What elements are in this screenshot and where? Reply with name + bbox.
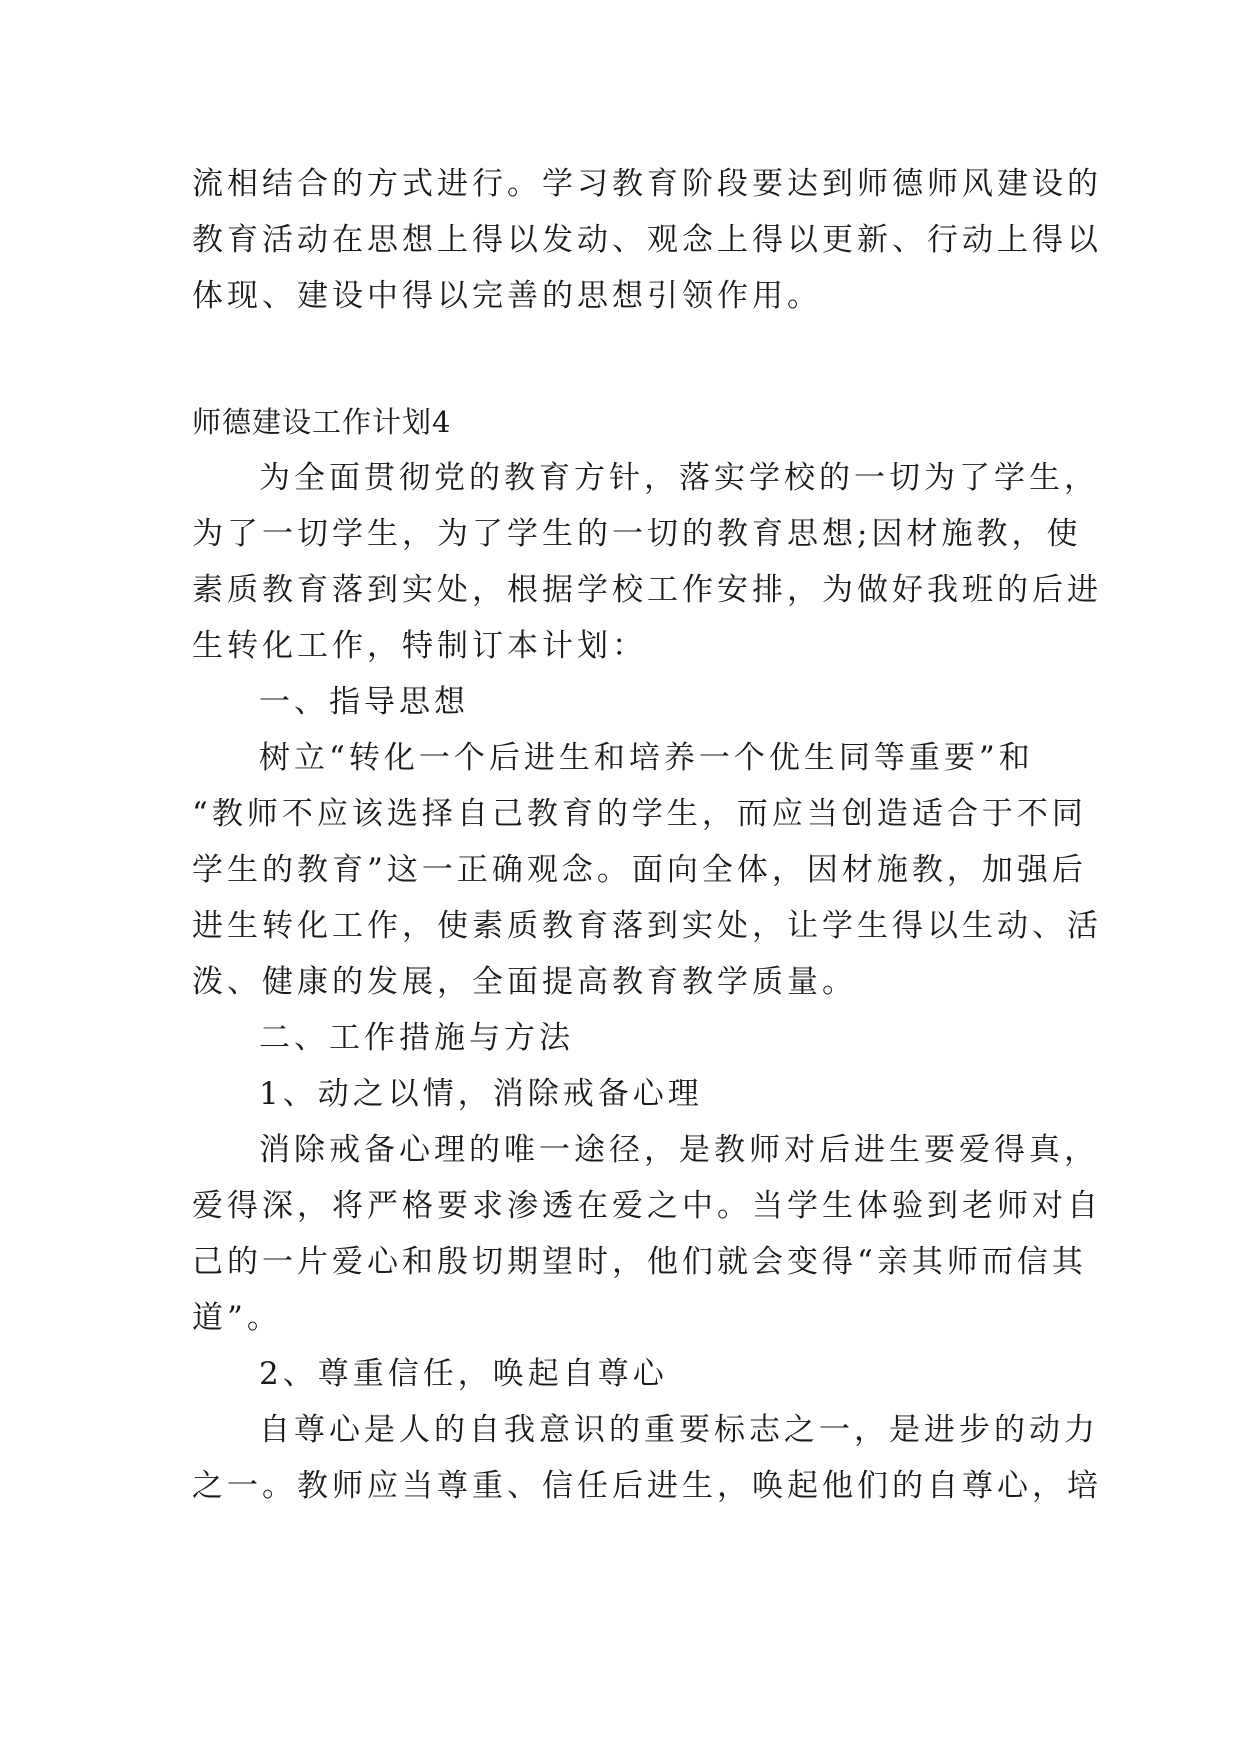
paragraph-line: 素质教育落到实处，根据学校工作安排，为做好我班的后进 [192, 572, 1102, 608]
paragraph-line: 己的一片爱心和殷切期望时，他们就会变得“亲其师而信其 [192, 1244, 1087, 1280]
paragraph-line: 进生转化工作，使素质教育落到实处，让学生得以生动、活 [192, 908, 1102, 944]
paragraph-line: 流相结合的方式进行。学习教育阶段要达到师德师风建设的 [192, 166, 1102, 202]
paragraph-line: 爱得深，将严格要求渗透在爱之中。当学生体验到老师对自 [192, 1188, 1102, 1224]
subheading: 2、尊重信任，唤起自尊心 [259, 1356, 668, 1392]
subheading: 二、工作措施与方法 [259, 1020, 574, 1056]
paragraph-line: 教育活动在思想上得以发动、观念上得以更新、行动上得以 [192, 222, 1102, 258]
paragraph-line: 生转化工作，特制订本计划： [192, 628, 647, 664]
paragraph-line: 为全面贯彻党的教育方针，落实学校的一切为了学生， [259, 460, 1099, 496]
paragraph-line: 泼、健康的发展，全面提高教育教学质量。 [192, 964, 857, 1000]
paragraph-line: 学生的教育”这一正确观念。面向全体，因材施教，加强后 [192, 852, 1087, 888]
paragraph-line: 自尊心是人的自我意识的重要标志之一，是进步的动力 [259, 1412, 1099, 1448]
paragraph-line: 体现、建设中得以完善的思想引领作用。 [192, 278, 822, 314]
subheading: 1、动之以情，消除戒备心理 [259, 1076, 703, 1112]
paragraph-line: “教师不应该选择自己教育的学生，而应当创造适合于不同 [192, 796, 1087, 832]
subheading: 一、指导思想 [259, 684, 469, 720]
paragraph-line: 消除戒备心理的唯一途径，是教师对后进生要爱得真， [259, 1132, 1099, 1168]
paragraph-line: 为了一切学生，为了学生的一切的教育思想;因材施教，使 [192, 516, 1082, 552]
paragraph-line: 之一。教师应当尊重、信任后进生，唤起他们的自尊心，培 [192, 1468, 1102, 1504]
section-title: 师德建设工作计划4 [192, 405, 452, 439]
paragraph-line: 树立“转化一个后进生和培养一个优生同等重要”和 [259, 740, 1034, 776]
paragraph-line: 道”。 [192, 1300, 282, 1336]
